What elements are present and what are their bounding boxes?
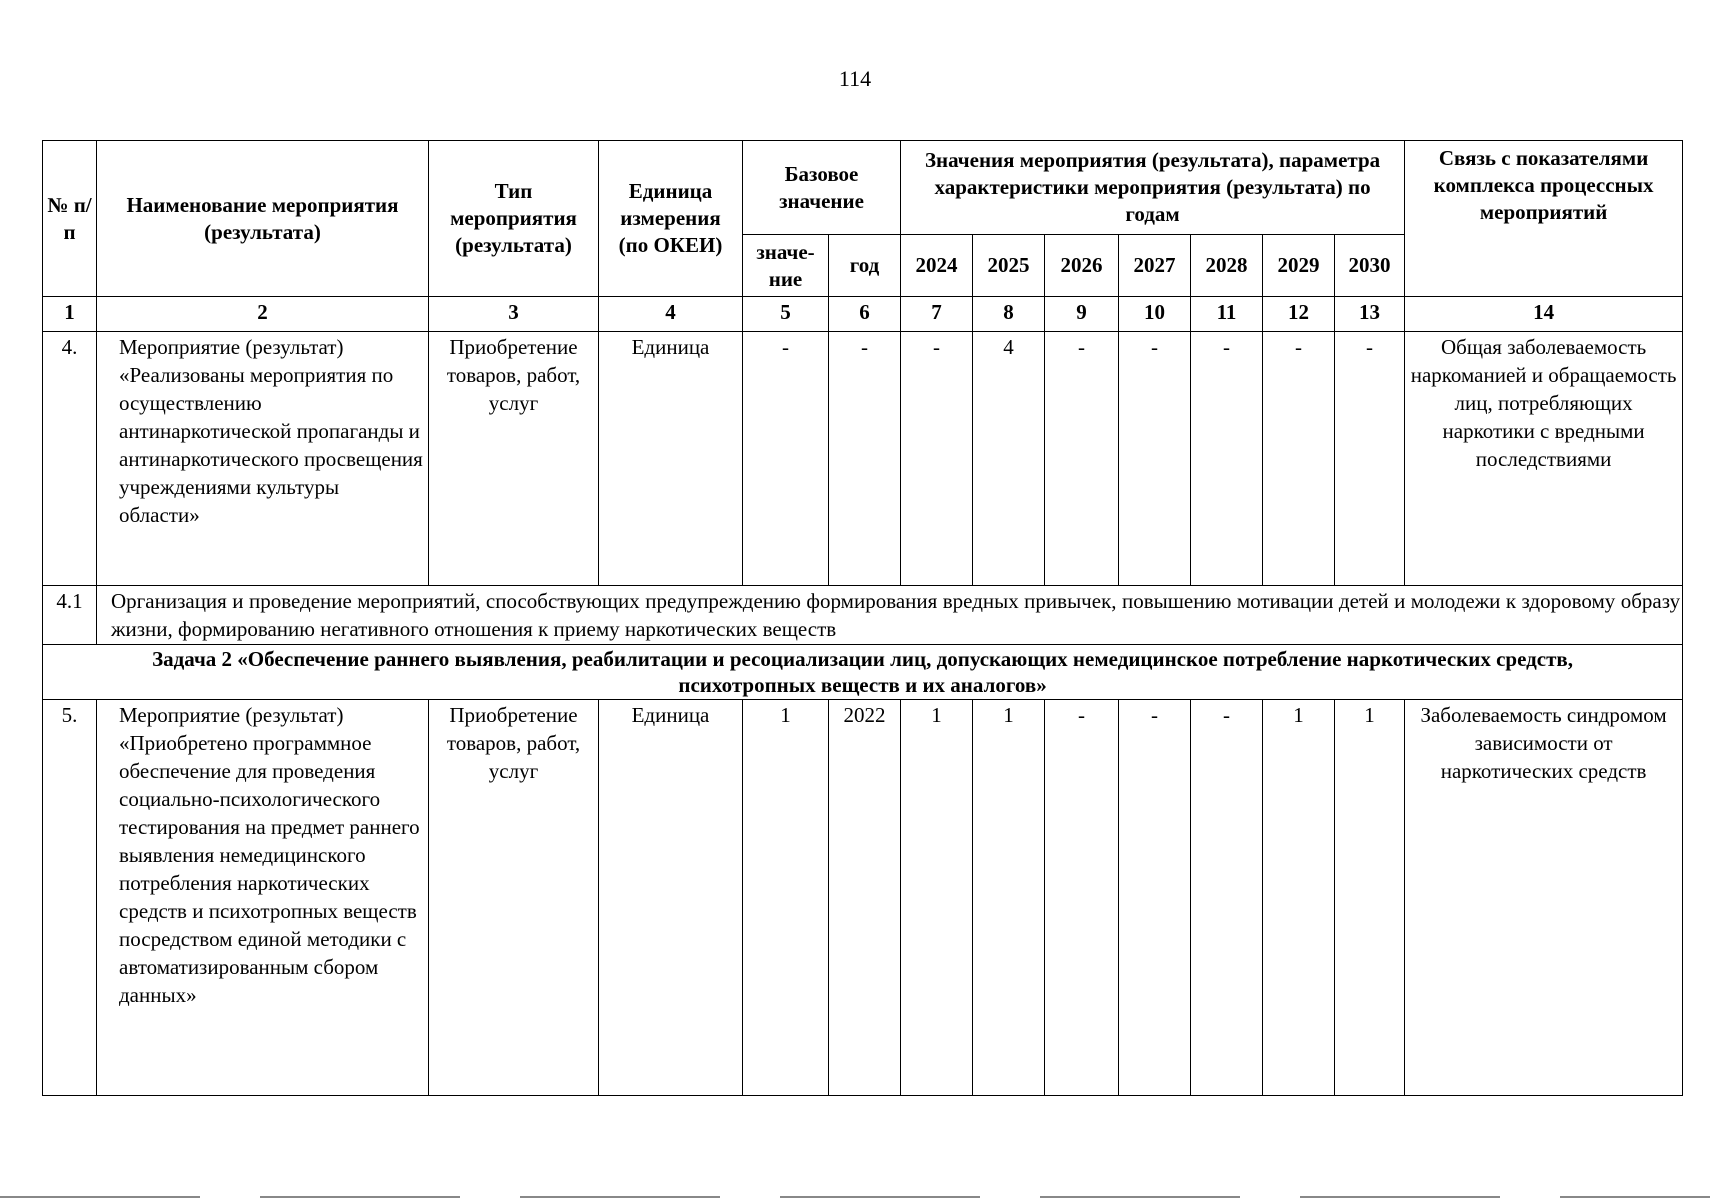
year-value: 1 bbox=[1263, 700, 1335, 1096]
header-values: Значения мероприятия (результата), параметра характеристики мероприятия (результата) по годам bbox=[901, 141, 1405, 235]
year-value: - bbox=[1191, 700, 1263, 1096]
header-unit: Единица измерения (по ОКЕИ) bbox=[599, 141, 743, 297]
header-row-1 bbox=[43, 141, 1683, 235]
year-value: - bbox=[901, 332, 973, 586]
column-number: 3 bbox=[429, 297, 599, 332]
task-heading: Задача 2 «Обеспечение раннего выявления, реабилитации и ресоциализации лиц, допускающих немедицинское потребление наркотических средств, психотропных веществ и их аналогов» bbox=[43, 645, 1683, 700]
measure-unit: Единица bbox=[599, 700, 743, 1096]
measure-type: Приобретение товаров, работ, услуг bbox=[429, 700, 599, 1096]
header-year: 2026 bbox=[1045, 235, 1119, 297]
measure-name: Мероприятие (результат) «Приобретено программное обеспечение для проведения социально-психологического тестирования на предмет раннего выявления немедицинского потребления наркотических средств и психотропных веществ посредством единой методики с автоматизированным сбором данных» bbox=[97, 700, 429, 1096]
task-2-row bbox=[43, 645, 1683, 700]
header-year: 2027 bbox=[1119, 235, 1191, 297]
table-row-4 bbox=[43, 332, 1683, 586]
header-year: 2029 bbox=[1263, 235, 1335, 297]
column-number: 8 bbox=[973, 297, 1045, 332]
base-value: 1 bbox=[743, 700, 829, 1096]
column-number: 12 bbox=[1263, 297, 1335, 332]
year-value: - bbox=[1335, 332, 1405, 586]
column-number: 4 bbox=[599, 297, 743, 332]
row-number: 4.1 bbox=[43, 586, 97, 645]
year-value: - bbox=[1263, 332, 1335, 586]
header-base-value: значе-ние bbox=[743, 235, 829, 297]
table-row-5 bbox=[43, 700, 1683, 1096]
header-year: 2030 bbox=[1335, 235, 1405, 297]
base-year: 2022 bbox=[829, 700, 901, 1096]
year-value: - bbox=[1191, 332, 1263, 586]
year-value: 1 bbox=[901, 700, 973, 1096]
column-number: 13 bbox=[1335, 297, 1405, 332]
year-value: - bbox=[1119, 332, 1191, 586]
year-value: 4 bbox=[973, 332, 1045, 586]
column-number: 10 bbox=[1119, 297, 1191, 332]
header-base-year: год bbox=[829, 235, 901, 297]
base-year: - bbox=[829, 332, 901, 586]
year-value: - bbox=[1045, 700, 1119, 1096]
measure-unit: Единица bbox=[599, 332, 743, 586]
header-link: Связь с показателями комплекса процессных мероприятий bbox=[1405, 141, 1683, 297]
header-type: Тип мероприятия (результата) bbox=[429, 141, 599, 297]
year-value: - bbox=[1119, 700, 1191, 1096]
measures-table bbox=[42, 140, 1683, 1096]
header-year: 2025 bbox=[973, 235, 1045, 297]
row-number: 4. bbox=[43, 332, 97, 586]
header-year: 2028 bbox=[1191, 235, 1263, 297]
year-value: 1 bbox=[973, 700, 1045, 1096]
column-numbers-row bbox=[43, 297, 1683, 332]
measure-name: Мероприятие (результат) «Реализованы мероприятия по осуществлению антинаркотической пропаганды и антинаркотического просвещения учреждениями культуры области» bbox=[97, 332, 429, 586]
header-base: Базовое значение bbox=[743, 141, 901, 235]
header-name: Наименование мероприятия (результата) bbox=[97, 141, 429, 297]
table-row-4-1 bbox=[43, 586, 1683, 645]
column-number: 11 bbox=[1191, 297, 1263, 332]
column-number: 5 bbox=[743, 297, 829, 332]
page-number: 114 bbox=[838, 66, 872, 91]
column-number: 7 bbox=[901, 297, 973, 332]
header-year: 2024 bbox=[901, 235, 973, 297]
year-value: - bbox=[1045, 332, 1119, 586]
base-value: - bbox=[743, 332, 829, 586]
subtask-text: Организация и проведение мероприятий, способствующих предупреждению формирования вредных привычек, повышению мотивации детей и молодежи к здоровому образу жизни, формированию негативного отношения к приему наркотических веществ bbox=[97, 586, 1683, 645]
year-value: 1 bbox=[1335, 700, 1405, 1096]
column-number: 1 bbox=[43, 297, 97, 332]
column-number: 2 bbox=[97, 297, 429, 332]
column-number: 9 bbox=[1045, 297, 1119, 332]
measure-type: Приобретение товаров, работ, услуг bbox=[429, 332, 599, 586]
row-number: 5. bbox=[43, 700, 97, 1096]
footer-divider bbox=[0, 1196, 1710, 1198]
column-number: 6 bbox=[829, 297, 901, 332]
header-number: № п/п bbox=[43, 141, 97, 297]
column-number: 14 bbox=[1405, 297, 1683, 332]
indicator-link: Общая заболеваемость наркоманией и обращаемость лиц, потребляющих наркотики с вредными последствиями bbox=[1405, 332, 1683, 586]
indicator-link: Заболеваемость синдромом зависимости от наркотических средств bbox=[1405, 700, 1683, 1096]
